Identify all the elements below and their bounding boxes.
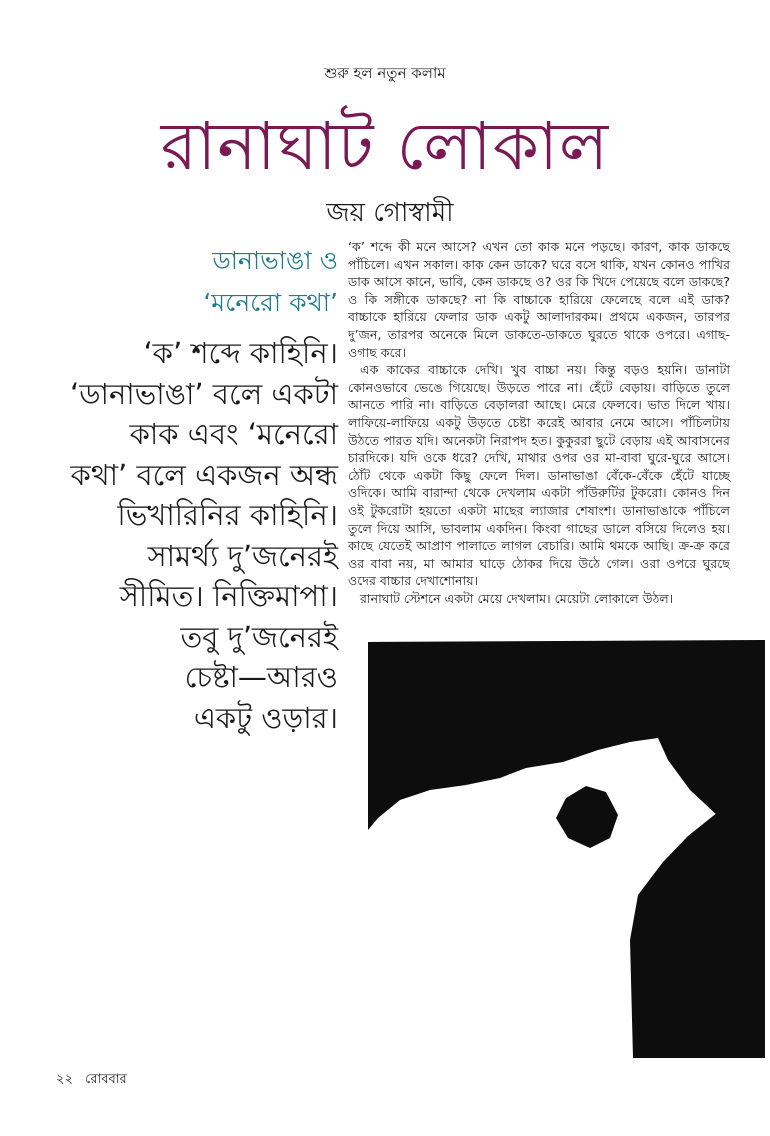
subheading-line-1: ডানাভাঙা ও: [212, 246, 338, 275]
pull-quote-line: ‘ডানাভাঙা’ বলে একটা: [69, 376, 338, 411]
author-byline: জয় গোস্বামী: [326, 198, 454, 228]
body-paragraph-1: ‘ক’ শব্দে কী মনে আসে? এখন তো কাক মনে পড়ছে। কারণ, কাক ডাকছে পাঁচিলে। এখন সকাল। কাক কেন ডাকে? ঘরে বসে থাকি, যখন কোনও পাখির ডাক আসে কানে, ভাবি, কেন ডাকছে ও? ওর কি খিদে পেয়েছে বলে ডাকছে? ও কি সঙ্গীকে ডাকছে? না কি বাচ্চাকে হারিয়ে ফেলেছে বলে এই ডাক? বাচ্চাকে হারিয়ে ফেলার ডাক একটু আলাদারকম। প্রথমে একজন, তারপর দু’জন, তারপর অনেকে মিলে ডাকতে-ডাকতে ঘুরতে থাকে ওপরে। এগাছ-ওগাছ করে।: [348, 239, 730, 360]
illustration-ink-shape: [368, 640, 765, 1058]
body-paragraph-3: রানাঘাট স্টেশনে একটা মেয়ে দেখলাম। মেয়েটা লোকালে উঠল।: [360, 590, 674, 606]
pull-quote: [55, 333, 338, 738]
pull-quote-line: কথা’ বলে একজন অন্ধ: [70, 457, 338, 492]
illustration-eye-shape: [556, 786, 618, 848]
subheading-line-2: ‘মনেরো কথা’: [203, 288, 338, 317]
pull-quote-line: ‘ক’ শব্দে কাহিনি।: [143, 336, 338, 370]
pull-quote-line: কাক এবং ‘মনেরো: [129, 417, 338, 451]
pull-quote-line: একটু ওড়ার।: [193, 700, 338, 735]
page-number: ২২: [56, 1072, 73, 1087]
column-kicker: শুরু হল নতুন কলাম: [324, 64, 446, 82]
pull-quote-line: চেষ্টা—আরও: [184, 660, 338, 694]
body-paragraph-2: এক কাকের বাচ্চাকে দেখি। খুব বাচ্চা নয়। কিন্তু বড়ও হয়নি। ডানাটা কোনওভাবে ভেঙে গিয়েছে। উড়তে পারে না। হেঁটে বেড়ায়। বাড়িতে তুলে আনতে পারি না। বাড়িতে বেড়ালরা আছে। মেরে ফেলবে। ভাত দিলে খায়। লাফিয়ে-লাফিয়ে একটু উড়তে চেষ্টা করেই আবার নেমে আসে। পাঁচিলটায় উঠতে পারত যদি। অনেকটা নিরাপদ হত। কুকুররা ছুটে বেড়ায় এই আবাসনের চারদিকে। যদি ওকে ধরে? দেখি, মাথার ওপর ওর মা-বাবা ঘুরে-ঘুরে আসে। ঠোঁট থেকে একটা কিছু ফেলে দিল। ডানাভাঙা বেঁকে-বেঁকে হেঁটে যাচ্ছে ওদিকে। আমি বারান্দা থেকে দেখলাম একটা পাঁউরুটির টুকরো। কোনও দিন ওই টুকরোটা হয়তো একটা মাছের ল্যাজার শেষাংশ। ডানাভাঙাকে পাঁচিলে তুলে দিয়ে আসি, ভাবলাম একদিন। কিংবা গাছের ডালে বসিয়ে দিলেও হয়। কাছে যেতেই আপ্রাণ পালাতে লাগল বেচারি। আমি থমকে আছি। ক্র-ক্র করে ওর বাবা নয়, মা আমার ঘাড়ে ঠোকর দিয়ে উঠে গেল। ওরা ওপরে ঘুরছে ওদের বাচ্চার দেখাশোনায়।: [348, 362, 730, 589]
pull-quote-line: সামর্থ্য দু’জনেরই: [147, 538, 338, 573]
article-body: [348, 238, 730, 607]
pull-quote-line: ভিখারিনির কাহিনি।: [117, 498, 338, 532]
magazine-name: রোববার: [85, 1072, 127, 1087]
page-title: রানাঘাট লোকাল: [160, 108, 610, 185]
article-subheading: [150, 240, 338, 324]
page-footer: [56, 1070, 135, 1091]
illustration-crow-artwork: [368, 640, 765, 1058]
pull-quote-line: সীমিত। নিক্তিমাপা।: [119, 579, 338, 613]
pull-quote-line: তবু দু’জনেরই: [180, 619, 338, 654]
